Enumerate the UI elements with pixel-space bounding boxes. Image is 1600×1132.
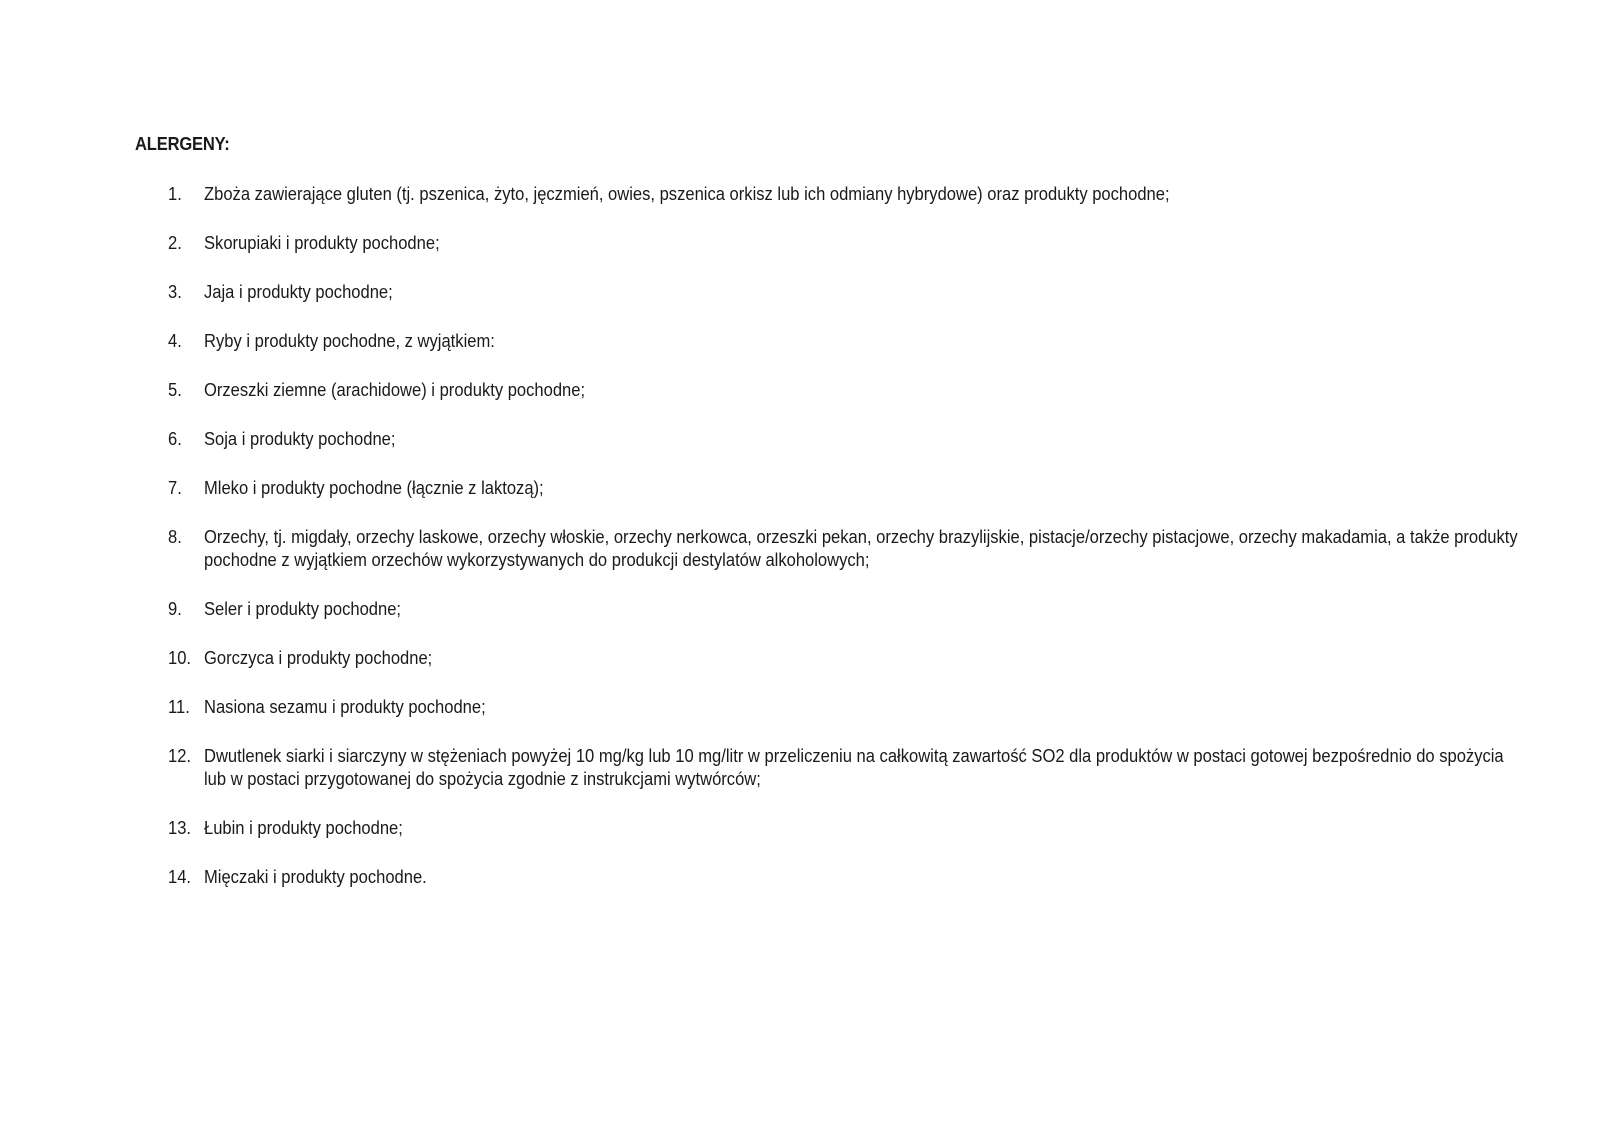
item-number: 9. <box>168 599 182 619</box>
item-text: Mleko i produkty pochodne (łącznie z laktozą); <box>204 478 544 498</box>
item-number: 12. <box>168 746 192 766</box>
item-text: Łubin i produkty pochodne; <box>204 818 403 838</box>
allergen-list <box>0 183 1600 915</box>
document-title: ALERGENY: <box>135 134 230 154</box>
item-number: 13. <box>168 818 192 838</box>
item-text: Mięczaki i produkty pochodne. <box>204 867 427 887</box>
list-item <box>0 647 1600 670</box>
list-item <box>0 281 1600 304</box>
item-text: Orzeszki ziemne (arachidowe) i produkty pochodne; <box>204 380 586 400</box>
list-item <box>0 183 1600 206</box>
list-item <box>0 428 1600 451</box>
item-text: Jaja i produkty pochodne; <box>204 282 393 302</box>
item-number: 1. <box>168 184 182 204</box>
item-text: Skorupiaki i produkty pochodne; <box>204 233 440 253</box>
item-text: Orzechy, tj. migdały, orzechy laskowe, orzechy włoskie, orzechy nerkowca, orzeszki pekan, orzechy brazylijskie, pistacje/orzechy pistacjowe, orzechy makadamia, a także produkty pochodne z wyjątkiem orzechów wykorzystywanych do produkcji destylatów alkoholowych; <box>204 527 1518 570</box>
list-item <box>0 526 1600 572</box>
list-item <box>0 866 1600 889</box>
item-number: 10. <box>168 648 192 668</box>
item-number: 8. <box>168 527 182 547</box>
item-text: Ryby i produkty pochodne, z wyjątkiem: <box>204 331 495 351</box>
item-text: Soja i produkty pochodne; <box>204 429 396 449</box>
item-number: 5. <box>168 380 182 400</box>
list-item <box>0 817 1600 840</box>
item-number: 11. <box>168 697 190 717</box>
item-number: 4. <box>168 331 182 351</box>
item-number: 2. <box>168 233 182 253</box>
list-item <box>0 330 1600 353</box>
list-item <box>0 477 1600 500</box>
list-item <box>0 379 1600 402</box>
item-text: Seler i produkty pochodne; <box>204 599 402 619</box>
item-text: Dwutlenek siarki i siarczyny w stężeniach powyżej 10 mg/kg lub 10 mg/litr w przeliczeniu na całkowitą zawartość SO2 dla produktów w postaci gotowej bezpośrednio do spożycia lub w postaci przygotowanej do spożycia zgodnie z instrukcjami wytwórców; <box>204 746 1504 789</box>
list-item <box>0 598 1600 621</box>
item-number: 6. <box>168 429 182 449</box>
list-item <box>0 232 1600 255</box>
item-text: Zboża zawierające gluten (tj. pszenica, żyto, jęczmień, owies, pszenica orkisz lub ich odmiany hybrydowe) oraz produkty pochodne; <box>204 184 1170 204</box>
list-item <box>0 696 1600 719</box>
item-number: 14. <box>168 867 192 887</box>
item-text: Nasiona sezamu i produkty pochodne; <box>204 697 486 717</box>
item-number: 7. <box>168 478 182 498</box>
item-text: Gorczyca i produkty pochodne; <box>204 648 433 668</box>
item-number: 3. <box>168 282 182 302</box>
list-item <box>0 745 1600 791</box>
